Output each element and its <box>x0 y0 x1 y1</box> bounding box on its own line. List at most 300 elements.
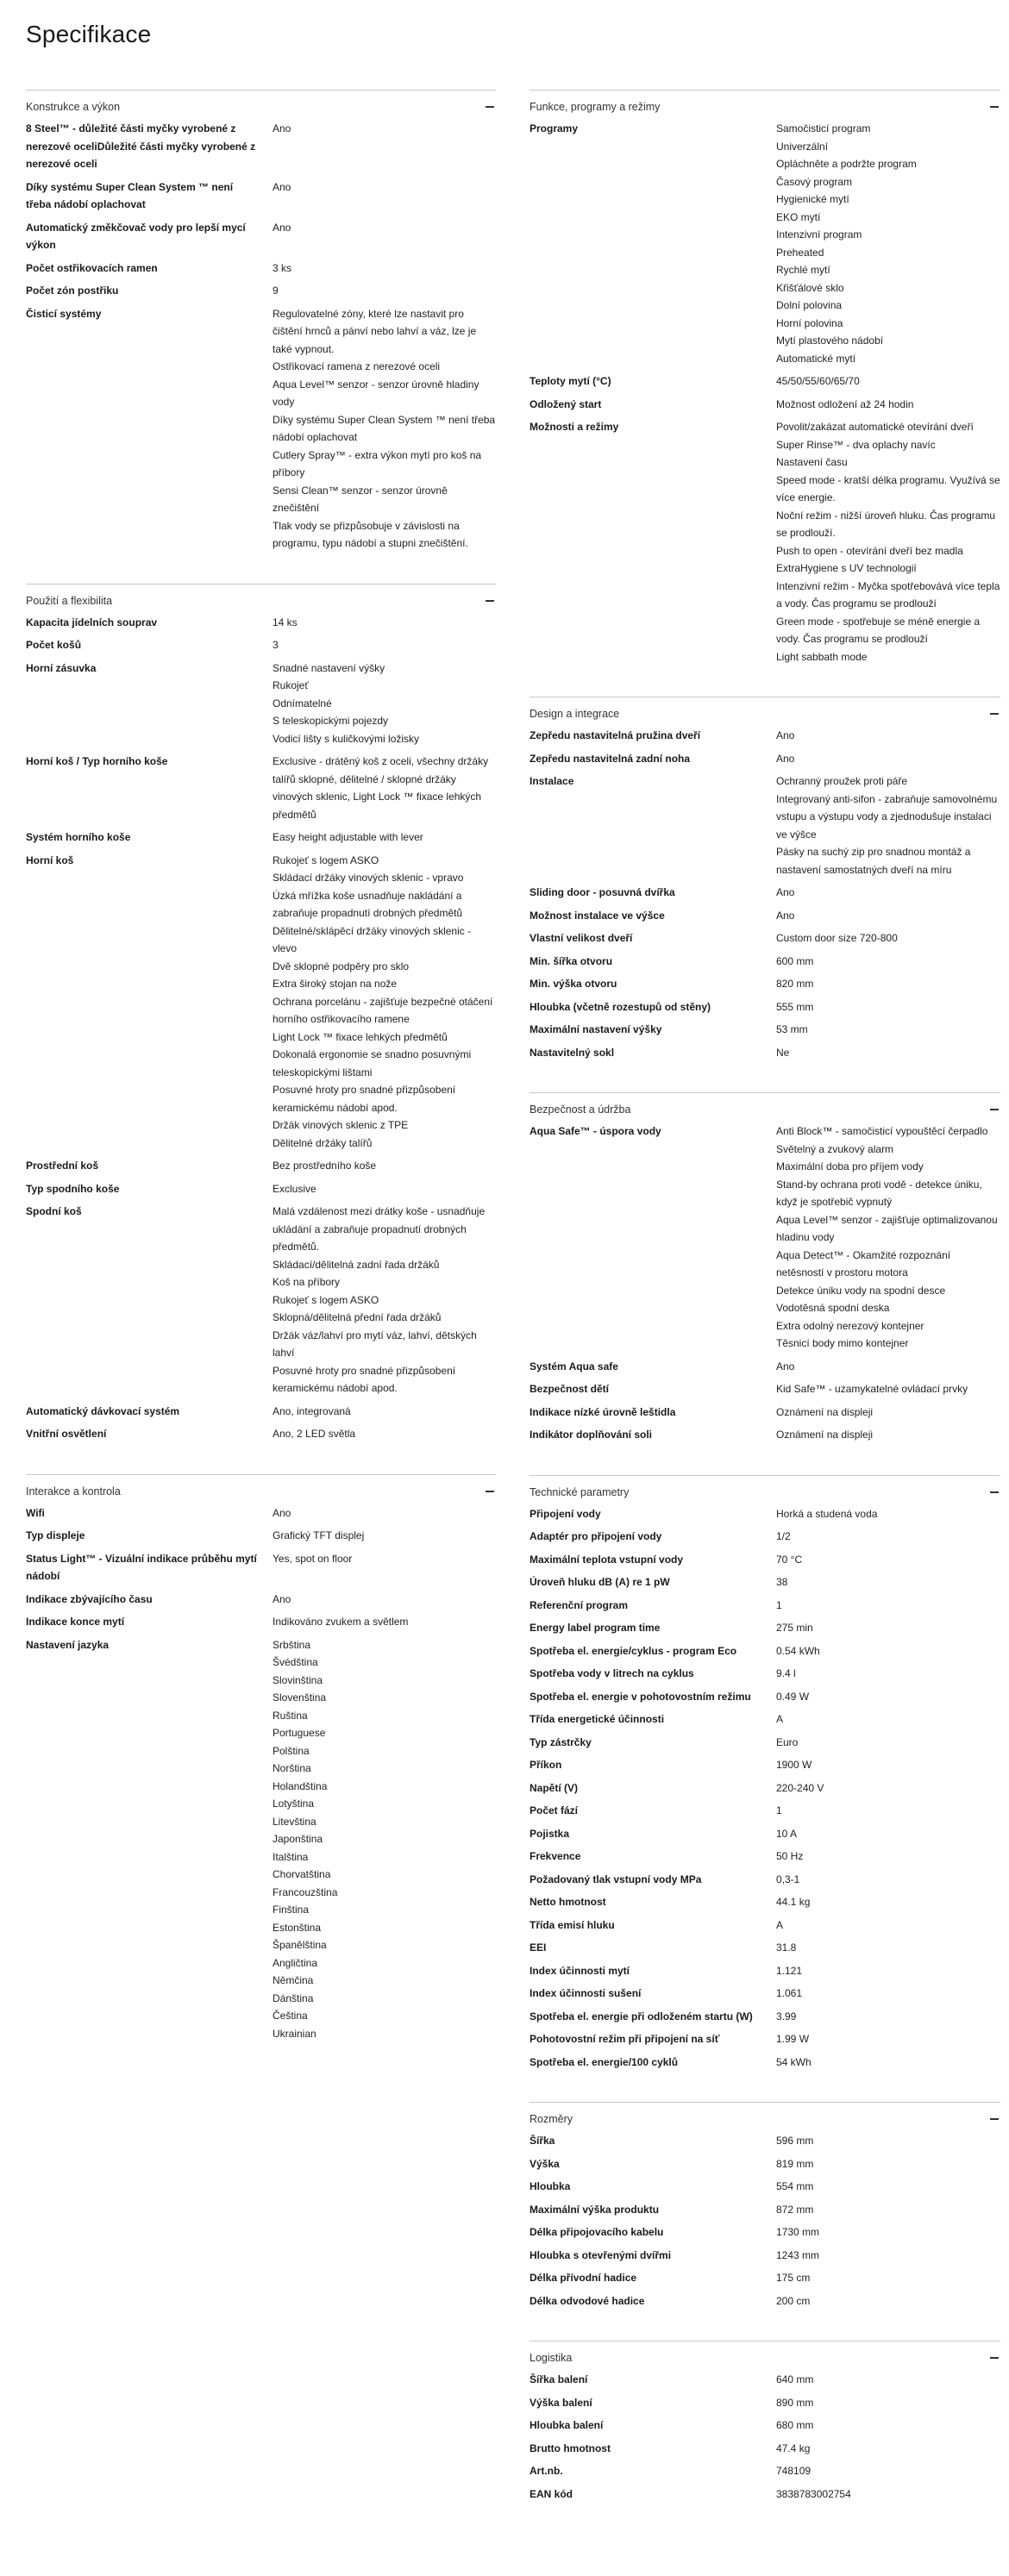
spec-section <box>26 584 496 1448</box>
spec-value-line: Norština <box>273 1762 311 1774</box>
spec-row <box>26 1180 496 1204</box>
left-column <box>26 90 496 2048</box>
spec-value <box>776 1734 1000 1752</box>
spec-label: Připojení vody <box>530 1507 601 1520</box>
section-title: Použití a flexibilita <box>26 594 113 607</box>
spec-value-line: 45/50/55/60/65/70 <box>776 375 860 387</box>
spec-value-line: 9 <box>273 284 279 297</box>
spec-row <box>530 772 1000 884</box>
spec-value <box>776 884 1000 902</box>
spec-value-line: Snadné nastavení výšky <box>273 661 385 674</box>
spec-label: Adaptér pro připojení vody <box>530 1530 662 1542</box>
spec-label: Teploty mytí (°C) <box>530 375 611 387</box>
spec-row <box>26 828 496 852</box>
spec-value <box>776 120 1000 367</box>
spec-value-line: 50 Hz <box>776 1850 804 1862</box>
spec-value-line: Maximální doba pro příjem vody <box>776 1160 924 1172</box>
spec-value <box>776 1871 1000 1889</box>
spec-label: EEI <box>530 1941 547 1954</box>
spec-value-line: Čeština <box>273 2010 308 2022</box>
spec-label: Min. výška otvoru <box>530 978 617 990</box>
spec-value-line: Ano <box>776 752 795 765</box>
collapse-minus-icon[interactable] <box>990 713 999 715</box>
section-header[interactable] <box>530 94 1000 120</box>
spec-label: Možnosti a režimy <box>530 421 619 433</box>
spec-value-line: 1900 W <box>776 1759 812 1771</box>
spec-row <box>530 2371 1000 2394</box>
spec-value-line: Švédština <box>273 1656 318 1668</box>
spec-value-line: EKO mytí <box>776 210 821 223</box>
spec-row <box>26 753 496 828</box>
spec-value-line: Posuvné hroty pro snadné přizpůsobení keramickému nádobí apod. <box>273 1084 456 1114</box>
spec-label: Energy label program time <box>530 1622 661 1634</box>
spec-value-line: Ano <box>776 1360 795 1372</box>
spec-row <box>26 1636 496 2048</box>
spec-value-line: Nastavení času <box>776 456 848 468</box>
spec-row <box>530 1021 1000 1044</box>
spec-value <box>776 1044 1000 1062</box>
spec-label: Počet zón postřiku <box>26 284 119 297</box>
spec-section <box>530 2341 1000 2508</box>
collapse-minus-icon[interactable] <box>990 1491 999 1493</box>
spec-value <box>776 1642 1000 1660</box>
spec-row <box>530 1779 1000 1803</box>
spec-value-line: Rukojeť s logem ASKO <box>273 853 379 866</box>
spec-value-line: Push to open - otevírání dveří bez madla <box>776 544 963 557</box>
section-header[interactable] <box>530 1097 1000 1122</box>
spec-row <box>26 1504 496 1528</box>
section-header[interactable] <box>26 588 496 614</box>
spec-value-line: A <box>776 1918 784 1931</box>
spec-row <box>530 2417 1000 2440</box>
spec-value-line: Skládací/dělitelná zadní řada držáků <box>273 1258 440 1271</box>
spec-row <box>26 1527 496 1550</box>
spec-value-line: Automatické mytí <box>776 352 856 365</box>
spec-value-line: 1243 mm <box>776 2248 820 2261</box>
spec-label: Indikace nízké úrovně leštidla <box>530 1405 676 1418</box>
spec-value-line: 14 ks <box>273 616 298 628</box>
spec-label: Šířka <box>530 2135 555 2147</box>
spec-value-line: 0.49 W <box>776 1690 810 1703</box>
spec-value-line: ExtraHygiene s UV technologií <box>776 562 917 574</box>
spec-value-line: 890 mm <box>776 2396 814 2409</box>
spec-value-line: 1/2 <box>776 1530 791 1542</box>
spec-value <box>776 750 1000 768</box>
spec-label: Možnost instalace ve výšce <box>530 909 665 922</box>
spec-value-line: Ano, integrovaná <box>273 1404 351 1417</box>
spec-value <box>776 998 1000 1016</box>
spec-value-line: Koš na příbory <box>273 1276 341 1288</box>
spec-label: Index účinnosti mytí <box>530 1964 630 1977</box>
spec-value <box>273 1403 496 1421</box>
spec-value-line: 220-240 V <box>776 1781 824 1794</box>
spec-row <box>530 1939 1000 1962</box>
spec-value-line: Časový program <box>776 175 853 188</box>
spec-value-line: Dělitelné/sklápěcí držáky vinových sklenic - vlevo <box>273 924 472 954</box>
spec-label: Napětí (V) <box>530 1781 579 1794</box>
spec-value-line: Indikováno zvukem a světlem <box>273 1616 409 1628</box>
spec-value-line: 3 ks <box>273 261 292 274</box>
spec-label: Maximální teplota vstupní vody <box>530 1553 684 1566</box>
spec-value-line: 1730 mm <box>776 2226 820 2238</box>
spec-value-line: Light Lock ™ fixace lehkých předmětů <box>273 1030 448 1043</box>
spec-value <box>776 2201 1000 2219</box>
spec-row <box>530 2462 1000 2485</box>
spec-label: Typ zástrčky <box>530 1735 592 1748</box>
spec-value <box>273 259 496 278</box>
spec-value-line: Lotyština <box>273 1798 315 1810</box>
spec-value <box>273 282 496 300</box>
spec-value-line: Preheated <box>776 246 824 259</box>
spec-label: Díky systému Super Clean System ™ není třeba nádobí oplachovat <box>26 180 234 210</box>
spec-row <box>530 2178 1000 2201</box>
spec-label: Třída energetické účinnosti <box>530 1713 665 1725</box>
spec-value-line: 872 mm <box>776 2203 814 2216</box>
spec-value-line: Light sabbath mode <box>776 650 868 663</box>
spec-row <box>530 2201 1000 2224</box>
spec-value-line: Oznámení na displeji <box>776 1429 874 1441</box>
spec-value <box>776 1779 1000 1798</box>
spec-value-line: Ostřikovací ramena z nerezové oceli <box>273 360 441 372</box>
collapse-minus-icon[interactable] <box>990 106 999 108</box>
section-header[interactable] <box>530 701 1000 727</box>
spec-value-line: 600 mm <box>776 954 814 967</box>
spec-value-line: Green mode - spotřebuje se méně energie a vody. Čas programu se prodlouží <box>776 615 981 645</box>
spec-label: Výška balení <box>530 2396 592 2409</box>
spec-label: Šířka balení <box>530 2373 588 2385</box>
spec-row <box>26 1203 496 1403</box>
spec-value-line: Super Rinse™ - dva oplachy navíc <box>776 438 936 451</box>
spec-value <box>273 636 496 654</box>
spec-value-line: Mytí plastového nádobí <box>776 335 884 347</box>
spec-value-line: Ano, 2 LED světla <box>273 1428 356 1440</box>
spec-label: Hloubka <box>530 2180 571 2192</box>
spec-value <box>776 1985 1000 2003</box>
spec-value-line: Možnost odložení až 24 hodin <box>776 397 914 410</box>
spec-row <box>530 2292 1000 2316</box>
spec-value-line: Samočisticí program <box>776 122 871 134</box>
spec-value-line: Yes, spot on floor <box>273 1552 353 1565</box>
spec-label: Systém Aqua safe <box>530 1360 618 1372</box>
spec-value-line: Rukojeť s logem ASKO <box>273 1293 379 1306</box>
spec-value-line: Euro <box>776 1735 799 1748</box>
spec-label: Počet ostřikovacích ramen <box>26 261 158 274</box>
spec-value-line: Ano <box>273 180 291 193</box>
spec-value <box>273 1550 496 1585</box>
spec-value-line: Dolní polovina <box>776 299 843 311</box>
spec-value <box>776 372 1000 391</box>
spec-label: Požadovaný tlak vstupní vody MPa <box>530 1873 702 1885</box>
spec-row <box>530 2269 1000 2292</box>
collapse-minus-icon[interactable] <box>486 1491 494 1492</box>
spec-label: Délka připojovacího kabelu <box>530 2226 664 2238</box>
spec-value-line: 1 <box>776 1598 782 1611</box>
spec-row <box>530 1962 1000 1985</box>
spec-row <box>530 975 1000 998</box>
spec-value <box>776 1825 1000 1843</box>
spec-value <box>776 772 1000 878</box>
spec-value <box>273 1636 496 2043</box>
spec-value-line: Anti Block™ - samočisticí vypouštěcí čerpadlo <box>776 1125 988 1137</box>
spec-value-line: Sensi Clean™ senzor - senzor úrovně znečištění <box>273 484 448 514</box>
collapse-minus-icon[interactable] <box>990 1109 999 1110</box>
spec-label: Bezpečnost dětí <box>530 1383 610 1395</box>
spec-row <box>530 1528 1000 1551</box>
section-title: Bezpečnost a údržba <box>530 1104 631 1116</box>
spec-value-line: Srbština <box>273 1638 311 1651</box>
spec-row <box>530 750 1000 773</box>
spec-value <box>776 1358 1000 1376</box>
spec-value <box>273 1591 496 1609</box>
spec-row <box>530 2394 1000 2417</box>
spec-value-line: 554 mm <box>776 2180 814 2192</box>
spec-value <box>273 305 496 553</box>
spec-row <box>530 1665 1000 1688</box>
spec-value <box>273 1157 496 1175</box>
spec-label: Automatický změkčovač vody pro lepší mycí výkon <box>26 221 246 251</box>
spec-label: Délka odvodové hadice <box>530 2294 645 2307</box>
spec-value-line: Dánština <box>273 1991 314 2004</box>
spec-value-line: Intenzivní program <box>776 228 862 241</box>
spec-value-line: 0.54 kWh <box>776 1644 820 1657</box>
spec-value-line: Španělština <box>273 1939 327 1951</box>
spec-value-line: Skládací držáky vinových sklenic - vpravo <box>273 872 464 884</box>
spec-section <box>530 1092 1000 1449</box>
spec-value-line: Estonština <box>273 1921 322 1934</box>
spec-value-line: 555 mm <box>776 1000 814 1013</box>
section-header[interactable] <box>26 1479 496 1504</box>
spec-value-line: 0,3-1 <box>776 1873 800 1885</box>
section-title: Funkce, programy a režimy <box>530 101 661 113</box>
spec-label: Sliding door - posuvná dvířka <box>530 886 675 898</box>
spec-value-line: Horní polovina <box>776 316 843 329</box>
spec-value-line: Detekce úniku vody na spodní desce <box>776 1284 946 1297</box>
spec-value-line: Díky systému Super Clean System ™ není třeba nádobí oplachovat <box>273 413 496 443</box>
spec-value <box>776 1021 1000 1039</box>
spec-value <box>776 907 1000 925</box>
spec-value <box>776 727 1000 745</box>
spec-value <box>776 1528 1000 1546</box>
spec-label: Wifi <box>26 1506 45 1519</box>
spec-value-line: Držák vinových sklenic z TPE <box>273 1119 409 1131</box>
spec-label: Horní koš <box>26 853 74 866</box>
spec-row <box>26 614 496 637</box>
spec-row <box>530 1734 1000 1757</box>
spec-value <box>776 418 1000 666</box>
spec-value-line: 748109 <box>776 2465 812 2477</box>
spec-value-line: 175 cm <box>776 2272 811 2284</box>
spec-label: Min. šířka otvoru <box>530 954 613 967</box>
spec-value <box>776 1122 1000 1353</box>
spec-label: Maximální nastavení výšky <box>530 1023 662 1035</box>
spec-value-line: Ochranný proužek proti páře <box>776 775 908 787</box>
spec-value <box>273 1180 496 1198</box>
spec-label: Horní zásuvka <box>26 661 97 674</box>
spec-label: Spotřeba vody v litrech na cyklus <box>530 1667 694 1679</box>
spec-value-line: Opláchněte a podržte program <box>776 158 917 170</box>
spec-label: Prostřední koš <box>26 1160 99 1172</box>
spec-value <box>776 2462 1000 2480</box>
spec-value-line: Hygienické mytí <box>776 193 849 205</box>
spec-value-line: Aqua Detect™ - Okamžité rozpoznání netěsností v prostoru motora <box>776 1248 951 1279</box>
spec-value <box>776 1848 1000 1866</box>
spec-label: Art.nb. <box>530 2465 563 2477</box>
spec-label: Systém horního koše <box>26 831 131 843</box>
spec-value-line: Ano <box>273 221 291 234</box>
spec-label: Instalace <box>530 775 574 787</box>
collapse-minus-icon[interactable] <box>486 106 494 108</box>
spec-value-line: Ano <box>776 886 795 898</box>
collapse-minus-icon[interactable] <box>990 2357 999 2359</box>
spec-value-line: Horká a studená voda <box>776 1507 878 1520</box>
spec-value-line: 3838783002754 <box>776 2487 851 2500</box>
spec-value-line: Ruština <box>273 1709 308 1722</box>
spec-value-line: 819 mm <box>776 2157 814 2170</box>
collapse-minus-icon[interactable] <box>990 2118 999 2120</box>
spec-value <box>776 1962 1000 1980</box>
spec-value-line: Posuvné hroty pro snadné přizpůsobení keramickému nádobí apod. <box>273 1364 456 1394</box>
spec-value-line: Aqua Level™ senzor - senzor úrovně hladiny vody <box>273 378 479 408</box>
spec-value <box>776 1916 1000 1935</box>
spec-label: Úroveň hluku dB (A) re 1 pW <box>530 1576 670 1588</box>
section-header[interactable] <box>26 94 496 120</box>
spec-row <box>26 660 496 753</box>
spec-row <box>530 884 1000 907</box>
section-header[interactable] <box>530 2345 1000 2371</box>
spec-value-line: Speed mode - kratší délka programu. Využívá se více energie. <box>776 473 1000 503</box>
spec-value-line: 3.99 <box>776 2010 797 2023</box>
spec-value <box>776 929 1000 947</box>
spec-label: 8 Steel™ - důležité části myčky vyrobené z nerezové oceliDůležité části myčky vyrobené z nerezové oceli <box>26 122 256 170</box>
spec-value-line: Malá vzdálenost mezi drátky koše - usnadňuje ukládání a zabraňuje propadnutí drobných předmětů. <box>273 1205 486 1253</box>
section-title: Technické parametry <box>530 1485 630 1498</box>
spec-value-line: Ano <box>273 1506 291 1519</box>
spec-value-line: 53 mm <box>776 1023 808 1035</box>
spec-value <box>776 2223 1000 2241</box>
spec-value-line: Angličtina <box>273 1956 318 1969</box>
spec-label: Typ displeje <box>26 1529 85 1541</box>
spec-value-line: 47.4 kg <box>776 2442 811 2454</box>
spec-label: Spotřeba el. energie/cyklus - program Eco <box>530 1644 737 1657</box>
spec-value <box>776 2485 1000 2504</box>
spec-label: Kapacita jídelních souprav <box>26 616 158 628</box>
spec-value <box>776 1426 1000 1444</box>
spec-value-line: 1 <box>776 1804 782 1816</box>
section-title: Interakce a kontrola <box>26 1485 121 1497</box>
spec-row <box>530 727 1000 750</box>
spec-value-line: 680 mm <box>776 2419 814 2431</box>
spec-label: Maximální výška produktu <box>530 2203 660 2216</box>
spec-row <box>26 282 496 305</box>
spec-value-line: 38 <box>776 1576 788 1588</box>
spec-row <box>530 1404 1000 1427</box>
spec-value-line: Dokonalá ergonomie se snadno posuvnými teleskopickými lištami <box>273 1048 472 1079</box>
spec-row <box>530 1848 1000 1871</box>
spec-value <box>776 2269 1000 2287</box>
spec-value <box>776 2054 1000 2072</box>
spec-section <box>26 90 496 558</box>
spec-row <box>530 1505 1000 1529</box>
spec-value-line: Odnímatelné <box>273 697 332 710</box>
section-header[interactable] <box>530 2106 1000 2132</box>
spec-value <box>776 1802 1000 1820</box>
spec-label: Čisticí systémy <box>26 307 102 320</box>
spec-value <box>273 120 496 173</box>
section-title: Logistika <box>530 2352 573 2364</box>
spec-value <box>273 1203 496 1397</box>
spec-section <box>530 697 1000 1066</box>
spec-value <box>776 1380 1000 1398</box>
spec-value-line: Aqua Level™ senzor - zajišťuje optimalizovanou hladinu vody <box>776 1213 998 1243</box>
spec-value-line: Polština <box>273 1744 310 1757</box>
spec-row <box>530 1802 1000 1825</box>
spec-row <box>530 2247 1000 2270</box>
spec-label: Zepředu nastavitelná pružina dveří <box>530 729 701 741</box>
spec-label: Nastavitelný sokl <box>530 1046 615 1059</box>
spec-row <box>530 929 1000 953</box>
spec-label: Aqua Safe™ - úspora vody <box>530 1125 661 1137</box>
spec-value-line: 596 mm <box>776 2135 814 2147</box>
spec-label: Nastavení jazyka <box>26 1638 110 1651</box>
spec-row <box>530 372 1000 396</box>
spec-label: Automatický dávkovací systém <box>26 1404 180 1417</box>
spec-value-line: A <box>776 1713 784 1725</box>
spec-row <box>530 1893 1000 1916</box>
spec-label: EAN kód <box>530 2487 573 2500</box>
spec-label: Počet fází <box>530 1804 579 1816</box>
spec-row <box>530 1122 1000 1358</box>
section-header[interactable] <box>530 1479 1000 1505</box>
spec-value-line: Litevština <box>273 1815 316 1828</box>
spec-value-line: Tlak vody se přizpůsobuje v závislosti na programu, typu nádobí a stupni znečištění. <box>273 519 468 549</box>
spec-value <box>776 1551 1000 1569</box>
spec-label: Horní koš / Typ horního koše <box>26 755 168 767</box>
spec-value <box>273 178 496 214</box>
spec-label: Typ spodního koše <box>26 1182 120 1195</box>
spec-value-line: Rychlé mytí <box>776 264 830 276</box>
spec-value-line: 1.061 <box>776 1987 803 1999</box>
spec-row <box>530 2155 1000 2179</box>
spec-value <box>273 614 496 632</box>
spec-value <box>776 2440 1000 2458</box>
spec-value-line: Světelný a zvukový alarm <box>776 1142 894 1155</box>
spec-label: Vnitřní osvětlení <box>26 1428 107 1440</box>
spec-row <box>530 1619 1000 1642</box>
spec-value-line: Dvě sklopné podpěry pro sklo <box>273 960 410 972</box>
spec-row <box>26 120 496 178</box>
spec-value-line: 1.99 W <box>776 2033 810 2045</box>
spec-value <box>273 660 496 748</box>
spec-value-line: Cutlery Spray™ - extra výkon mytí pro koš na příbory <box>273 448 482 478</box>
spec-value-line: Francouzština <box>273 1885 338 1898</box>
spec-value-line: 70 °C <box>776 1553 803 1566</box>
collapse-minus-icon[interactable] <box>486 600 494 602</box>
spec-value-line: Exclusive <box>273 1182 316 1195</box>
spec-row <box>530 418 1000 671</box>
spec-value <box>776 2178 1000 2196</box>
spec-row <box>26 219 496 259</box>
spec-value-line: Grafický TFT displej <box>273 1529 365 1541</box>
spec-value-line: Italština <box>273 1850 309 1863</box>
spec-row <box>530 998 1000 1022</box>
spec-value-line: 54 kWh <box>776 2055 812 2068</box>
spec-value-line: Univerzální <box>776 140 829 153</box>
spec-row <box>530 1642 1000 1666</box>
spec-value <box>776 396 1000 414</box>
spec-row <box>530 1871 1000 1894</box>
spec-label: Zepředu nastavitelná zadní noha <box>530 752 691 765</box>
spec-label: Indikátor doplňování soli <box>530 1429 653 1441</box>
